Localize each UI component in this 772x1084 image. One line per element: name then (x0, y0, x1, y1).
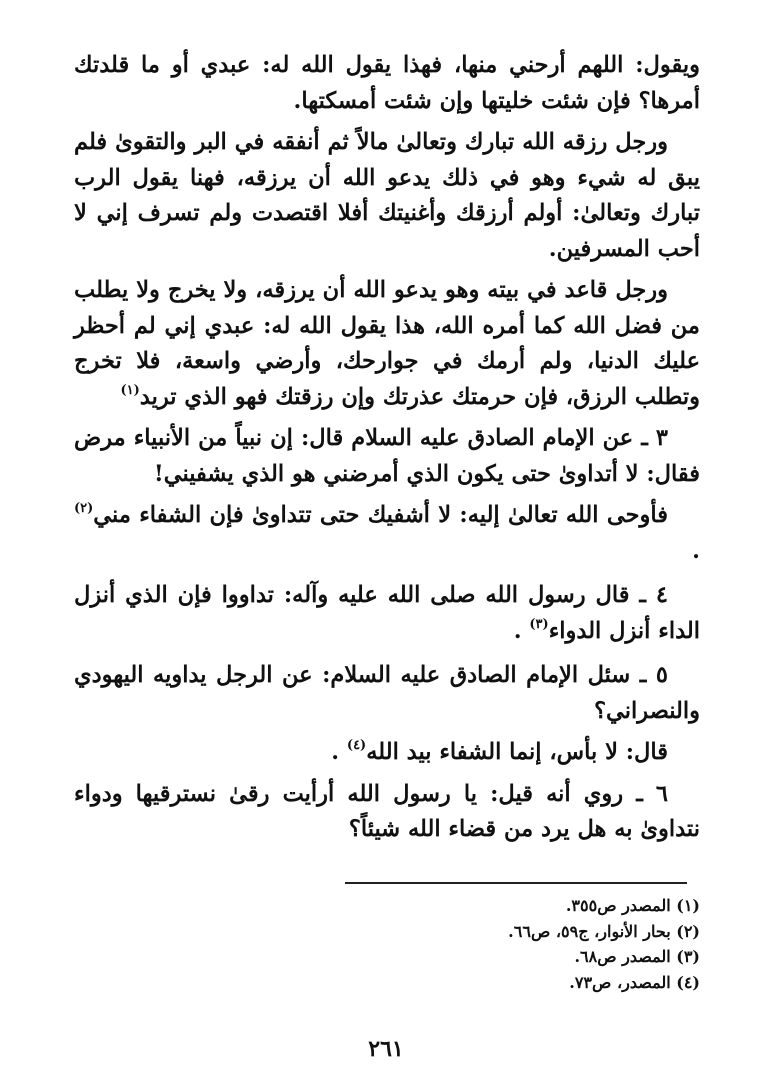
paragraph-3: ورجل قاعد في بيته وهو يدعو الله أن يرزقه، ولا يخرج ولا يطلب من فضل الله كما أمره الله، هذا يقول الله له: عبدي إني لم أحظر عليك الدنيا، ولم أرمك في جوارحك، وأرضي واسعة، فلا تخرج وتطلب الرزق، فإن حرمتك عذرتك وإن رزقتك فهو الذي تريد$^{(١)}$ (74, 277, 700, 410)
paragraph-hadith-4: ٤ ـ قال رسول الله صلى الله عليه وآله: تداووا فإن الذي أنزل الداء أنزل الدواء$^{(٣)}$ . (74, 582, 700, 644)
footnote-ref-4: (٤) (346, 738, 367, 753)
footnote-divider (345, 882, 687, 884)
footnote-ref-1: (١) (120, 382, 140, 398)
footnote-2: (٢) بحار الأنوار، ج٥٩، ص٦٦. (508, 921, 700, 941)
main-text (74, 48, 700, 848)
paragraph-2: ورجل رزقه الله تبارك وتعالىٰ مالاً ثم أنفقه في البر والتقوىٰ فلم يبق له شيء وهو في ذلك يدعو الله أن يرزقه، فهنا يقول الرب تبارك وتعالىٰ: أولم أرزقك وأغنيتك أفلا اقتصدت ولم تسرف إني لا أحب المسرفين. (74, 129, 700, 262)
footnote-ref-2: (٢) (74, 501, 94, 516)
paragraph-hadith-5: ٥ ـ سئل الإمام الصادق عليه السلام: عن الرجل يداويه اليهودي والنصراني؟ (74, 662, 700, 724)
footnotes (300, 893, 700, 995)
paragraph-hadith-3: ٣ ـ عن الإمام الصادق عليه السلام قال: إن نبياً من الأنبياء مرض فقال: لا أتداوىٰ حتى يكون الذي أمرضني هو الذي يشفيني! (74, 425, 700, 487)
footnote-ref-3: (٣) (529, 616, 549, 632)
paragraph-answer: قال: لا بأس، إنما الشفاء بيد الله$^{(٤)}$ . (331, 738, 668, 765)
footnote-4: (٤) المصدر، ص٧٣. (569, 972, 700, 992)
footnote-1: (١) المصدر ص٣٥٥. (565, 896, 700, 915)
paragraph-1: ويقول: اللهم أرحني منها، فهذا يقول الله له: عبدي أو ما قلدتك أمرها؟ فإن شئت خليتها وإن شئت أمسكتها. (74, 52, 700, 114)
page-number: ٢٦١ (368, 1036, 404, 1062)
paragraph-hadith-6: ٦ ـ روي أنه قيل: يا رسول الله أرأيت رقىٰ نسترقيها ودواء نتداوىٰ به هل يرد من قضاء الله شيئاً؟ (74, 780, 700, 842)
paragraph-revelation: فأوحى الله تعالىٰ إليه: لا أشفيك حتى تتداوىٰ فإن الشفاء مني$^{(٢)}$ . (74, 501, 700, 564)
footnote-3: (٣) المصدر ص٦٨. (574, 947, 700, 966)
